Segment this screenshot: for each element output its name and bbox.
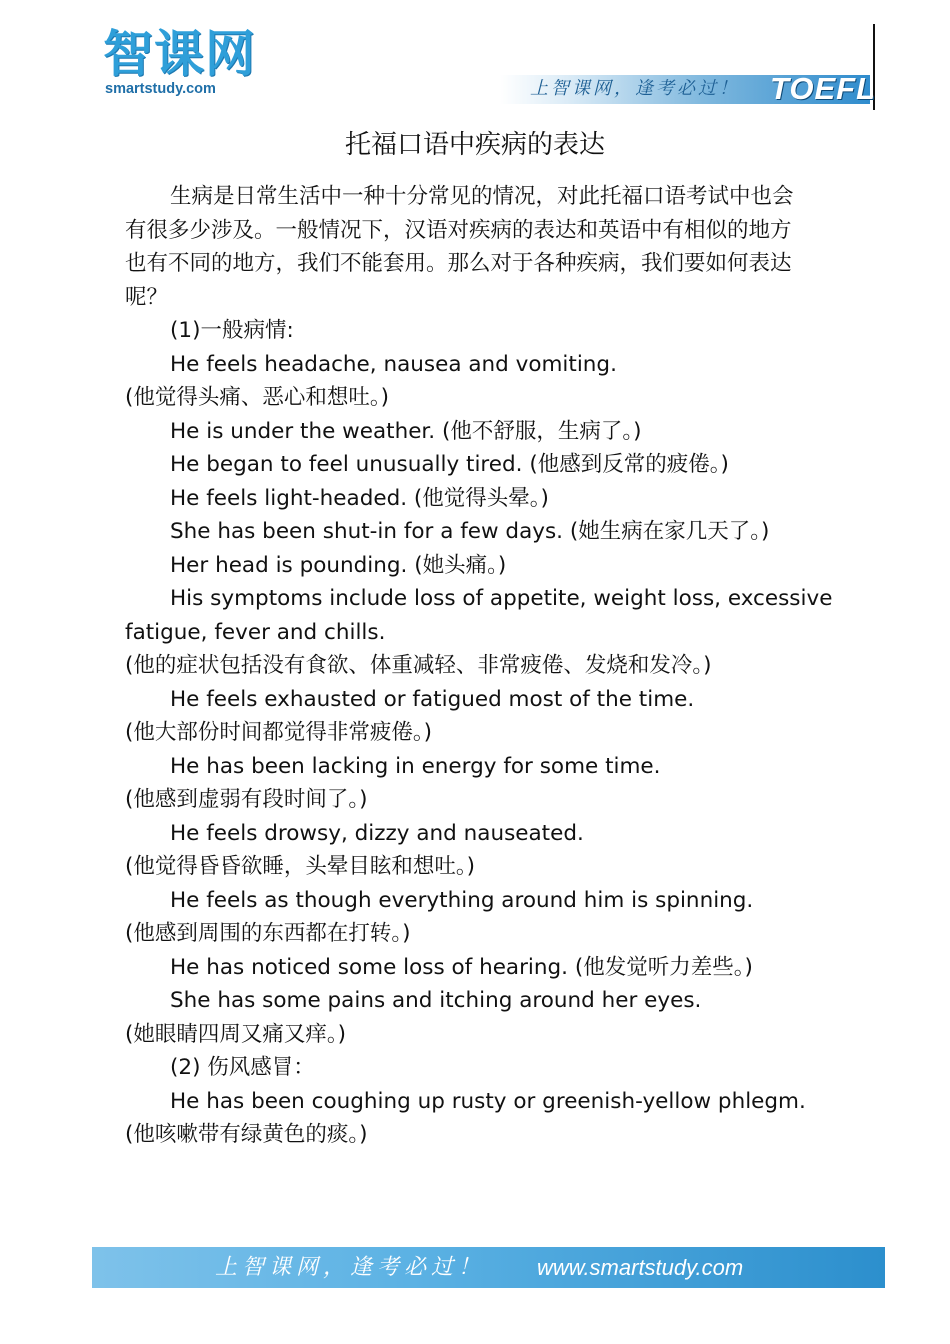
footer-slogan: 上智课网，逢考必过！ <box>215 1255 486 1280</box>
content-line: He feels headache, nausea and vomiting. <box>170 351 617 377</box>
content-line: He began to feel unusually tired. (他感到反常的疲倦。) <box>170 452 729 477</box>
content-line: She has been shut-in for a few days. (她生病在家几天了。) <box>170 519 770 544</box>
content-line: (他的症状包括没有食欲、体重减轻、非常疲倦、发烧和发冷。) <box>125 653 712 678</box>
content-line: Her head is pounding. (她头痛。) <box>170 552 507 578</box>
content-line: (他觉得昏昏欲睡，头晕目眩和想吐。) <box>125 854 476 879</box>
content-line: She has some pains and itching around her eyes. <box>170 988 702 1013</box>
header-slogan: 上智课网，逢考必过！ <box>530 78 740 99</box>
logo-chinese-text: 智课网 <box>103 25 256 83</box>
content-lines <box>125 314 833 1152</box>
content-line: He is under the weather. (他不舒服，生病了。) <box>170 418 642 444</box>
content-line: (1)一般病情: <box>170 318 294 343</box>
content-line: (2) 伤风感冒： <box>170 1055 315 1080</box>
page-title: 托福口语中疾病的表达 <box>344 130 605 160</box>
content-line: (他感到虚弱有段时间了。) <box>125 787 368 812</box>
content-line: His symptoms include loss of appetite, weight loss, excessive <box>170 586 833 611</box>
footer-banner <box>92 1247 885 1288</box>
intro-line: 生病是日常生活中一种十分常见的情况，对此托福口语考试中也会 <box>170 184 794 209</box>
exam-label: TOEFL <box>770 71 877 106</box>
content-line: (他感到周围的东西都在打转。) <box>125 921 411 946</box>
smartstudy-logo <box>103 26 273 100</box>
content-line: He has been coughing up rusty or greenish-yellow phlegm. <box>170 1088 806 1114</box>
content-line: He feels exhausted or fatigued most of the time. <box>170 686 695 712</box>
document-body <box>125 180 833 1152</box>
content-line: (他大部份时间都觉得非常疲倦。) <box>125 720 433 745</box>
content-line: He has noticed some loss of hearing. (他发觉听力差些。) <box>170 954 753 980</box>
content-line: (他咳嗽带有绿黄色的痰。) <box>125 1122 368 1147</box>
logo-english-text: smartstudy.com <box>105 81 216 97</box>
content-line: (她眼睛四周又痛又痒。) <box>125 1021 347 1047</box>
footer-url-link[interactable]: www.smartstudy.com <box>537 1255 744 1280</box>
content-line: fatigue, fever and chills. <box>125 619 386 645</box>
content-line: (他觉得头痛、恶心和想吐。) <box>125 385 390 410</box>
content-line: He has been lacking in energy for some time. <box>170 753 661 779</box>
intro-line: 也有不同的地方，我们不能套用。那么对于各种疾病，我们要如何表达 <box>125 251 792 276</box>
intro-line: 呢？ <box>125 284 169 310</box>
content-line: He feels light-headed. (他觉得头晕。) <box>170 485 549 511</box>
content-line: He feels as though everything around him is spinning. <box>170 887 754 913</box>
content-line: He feels drowsy, dizzy and nauseated. <box>170 820 584 846</box>
intro-line: 有很多少涉及。一般情况下，汉语对疾病的表达和英语中有相似的地方 <box>125 217 792 243</box>
